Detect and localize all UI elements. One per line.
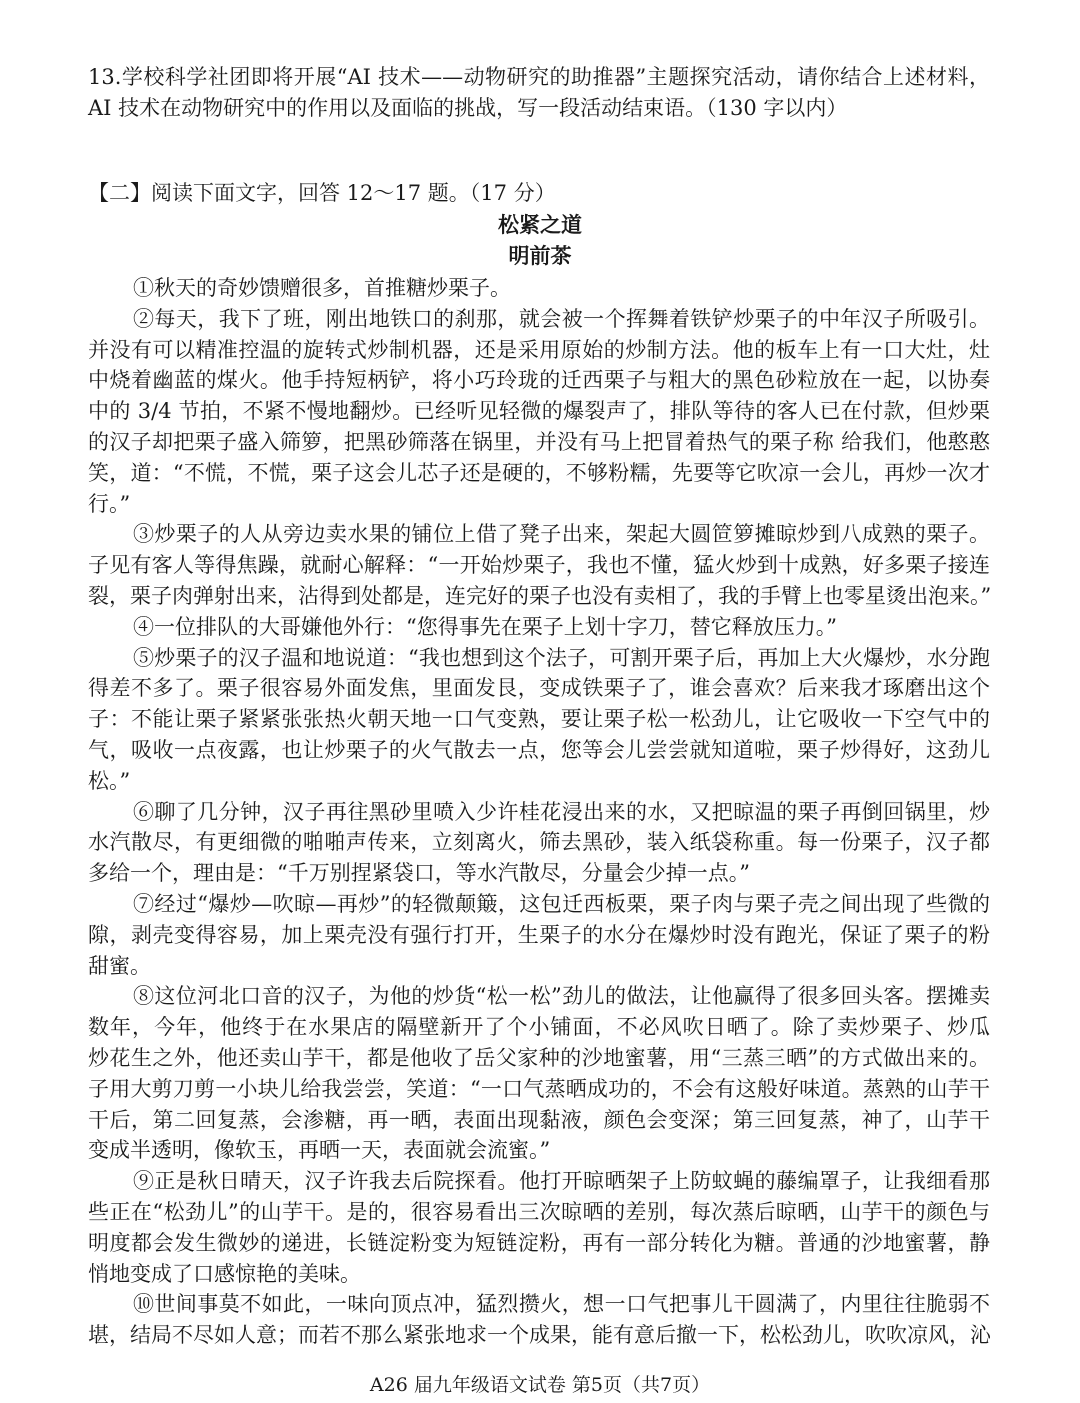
paragraph-8-line: 炒花生之外，他还卖山芋干，都是他收了岳父家种的沙地蜜薯，用“三蒸三晒”的方式做出来的。 [88, 1046, 990, 1070]
paragraph-5-line: ⑤炒栗子的汉子温和地说道：“我也想到这个法子，可割开栗子后，再加上大火爆炒，水分跑 [133, 645, 990, 670]
question-13-line: AI 技术在动物研究中的作用以及面临的挑战，写一段活动结束语。（130 字以内） [88, 96, 848, 120]
paragraph-9-line: ⑨正是秋日晴天，汉子许我去后院探看。他打开晾晒架子上防蚊蝇的藤编罩子，让我细看那 [133, 1169, 990, 1194]
paragraph-2-line: 笑，道：“不慌，不慌，栗子这会儿芯子还是硬的，不够粉糯，先要等它吹凉一会儿，再炒一次才 [88, 460, 990, 485]
paragraph-7-line: 隙，剥壳变得容易，加上栗壳没有强行打开，生栗子的水分在爆炒时没有跑光，保证了栗子的粉 [88, 922, 990, 947]
question-13-line: 13.学校科学社团即将开展“AI 技术——动物研究的助推器”主题探究活动，请你结合上述材料， [88, 65, 990, 89]
paragraph-8-line: ⑧这位河北口音的汉子，为他的炒货“松一松”劲儿的做法，让他赢得了很多回头客。摆摊卖 [133, 984, 990, 1009]
paragraph-3-line: ③炒栗子的人从旁边卖水果的铺位上借了凳子出来，架起大圆笸箩摊晾炒到八成熟的栗子。 [133, 522, 990, 547]
paragraph-5-line: 气，吸收一点夜露，也让炒栗子的火气散去一点，您等会儿尝尝就知道啦，栗子炒得好，这劲儿 [88, 738, 990, 762]
article-author: 明前茶 [508, 243, 572, 268]
paragraph-2-line: 行。” [88, 491, 131, 516]
paragraph-7-line: ⑦经过“爆炒—吹晾—再炒”的轻微颠簸，这包迁西板栗，栗子肉与栗子壳之间出现了些微的 [133, 892, 990, 916]
paragraph-4-line: ④一位排队的大哥嫌他外行：“您得事先在栗子上划十字刀，替它释放压力。” [133, 614, 837, 639]
paragraph-10-line: 堪，结局不尽如人意；而若不那么紧张地求一个成果，能有意后撤一下，松松劲儿，吹吹凉风，沁 [88, 1323, 991, 1348]
paragraph-1-line: ①秋天的奇妙馈赠很多，首推糖炒栗子。 [133, 276, 511, 300]
paragraph-10-line: ⑩世间事莫不如此，一味向顶点冲，猛烈攒火，想一口气把事儿干圆满了，内里往往脆弱不 [133, 1292, 990, 1317]
paragraph-9-line: 明度都会发生微妙的递进，长链淀粉变为短链淀粉，再有一部分转化为糖。普通的沙地蜜薯，静 [88, 1230, 990, 1255]
paragraph-5-line: 松。” [88, 768, 131, 793]
article-title: 松紧之道 [498, 212, 582, 237]
section-header: 【二】阅读下面文字，回答 12～17 题。（17 分） [88, 181, 556, 205]
paragraph-2-line: 并没有可以精准控温的旋转式炒制机器，还是采用原始的炒制方法。他的板车上有一口大灶，灶 [88, 337, 990, 362]
paragraph-8-line: 变成半透明，像软玉，再晒一天，表面就会流蜜。” [88, 1138, 551, 1163]
paragraph-3-line: 裂，栗子肉弹射出来，沾得到处都是，连完好的栗子也没有卖相了，我的手臂上也零星烫出泡来。” [88, 584, 992, 608]
paragraph-7-line: 甜蜜。 [88, 953, 151, 978]
page-footer: A26 届九年级语文试卷 第5页（共7页） [369, 1374, 711, 1396]
paragraph-2-line: ②每天，我下了班，刚出地铁口的刹那，就会被一个挥舞着铁铲炒栗子的中年汉子所吸引。 [133, 306, 990, 331]
paragraph-6-line: 多给一个，理由是：“千万别捏紧袋口，等水汽散尽，分量会少掉一点。” [88, 861, 750, 886]
paragraph-2-line: 中的 3/4 节拍，不紧不慢地翻炒。已经听见轻微的爆裂声了，排队等待的客人已在付款，但炒栗 [88, 399, 990, 424]
paragraph-5-line: 得差不多了。栗子很容易外面发焦，里面发艮，变成铁栗子了，谁会喜欢？后来我才琢磨出这个 [88, 676, 990, 701]
paragraph-6-line: ⑥聊了几分钟，汉子再往黑砂里喷入少许桂花浸出来的水，又把晾温的栗子再倒回锅里，炒 [133, 799, 990, 824]
paragraph-2-line: 的汉子却把栗子盛入筛箩，把黑砂筛落在锅里，并没有马上把冒着热气的栗子称 给我们，他憨憨 [88, 430, 990, 454]
paragraph-3-line: 子见有客人等得焦躁，就耐心解释：“一开始炒栗子，我也不懂，猛火炒到十成熟，好多栗子接连 [88, 553, 990, 578]
paragraph-2-line: 中烧着幽蓝的煤火。他手持短柄铲，将小巧玲珑的迁西栗子与粗大的黑色砂粒放在一起，以协奏 [88, 368, 990, 393]
paragraph-8-line: 数年，今年，他终于在水果店的隔壁新开了个小铺面，不必风吹日晒了。除了卖炒栗子、炒瓜 [88, 1015, 990, 1040]
paragraph-9-line: 悄地变成了口感惊艳的美味。 [88, 1261, 361, 1286]
paragraph-8-line: 干后，第二回复蒸，会渗糖，再一晒，表面出现黏液，颜色会变深；第三回复蒸，神了，山芋干 [88, 1107, 990, 1132]
paragraph-9-line: 些正在“松劲儿”的山芋干。是的，很容易看出三次晾晒的差别，每次蒸后晾晒，山芋干的颜色与 [88, 1200, 990, 1224]
paragraph-6-line: 水汽散尽，有更细微的啪啪声传来，立刻离火，筛去黑砂，装入纸袋称重。每一份栗子，汉子都 [88, 830, 990, 855]
paragraph-5-line: 子：不能让栗子紧紧张张热火朝天地一口气变熟，要让栗子松一松劲儿，让它吸收一下空气中的 [88, 707, 990, 732]
paragraph-8-line: 子用大剪刀剪一小块儿给我尝尝，笑道：“一口气蒸晒成功的，不会有这般好味道。蒸熟的山芋干 [88, 1076, 990, 1101]
